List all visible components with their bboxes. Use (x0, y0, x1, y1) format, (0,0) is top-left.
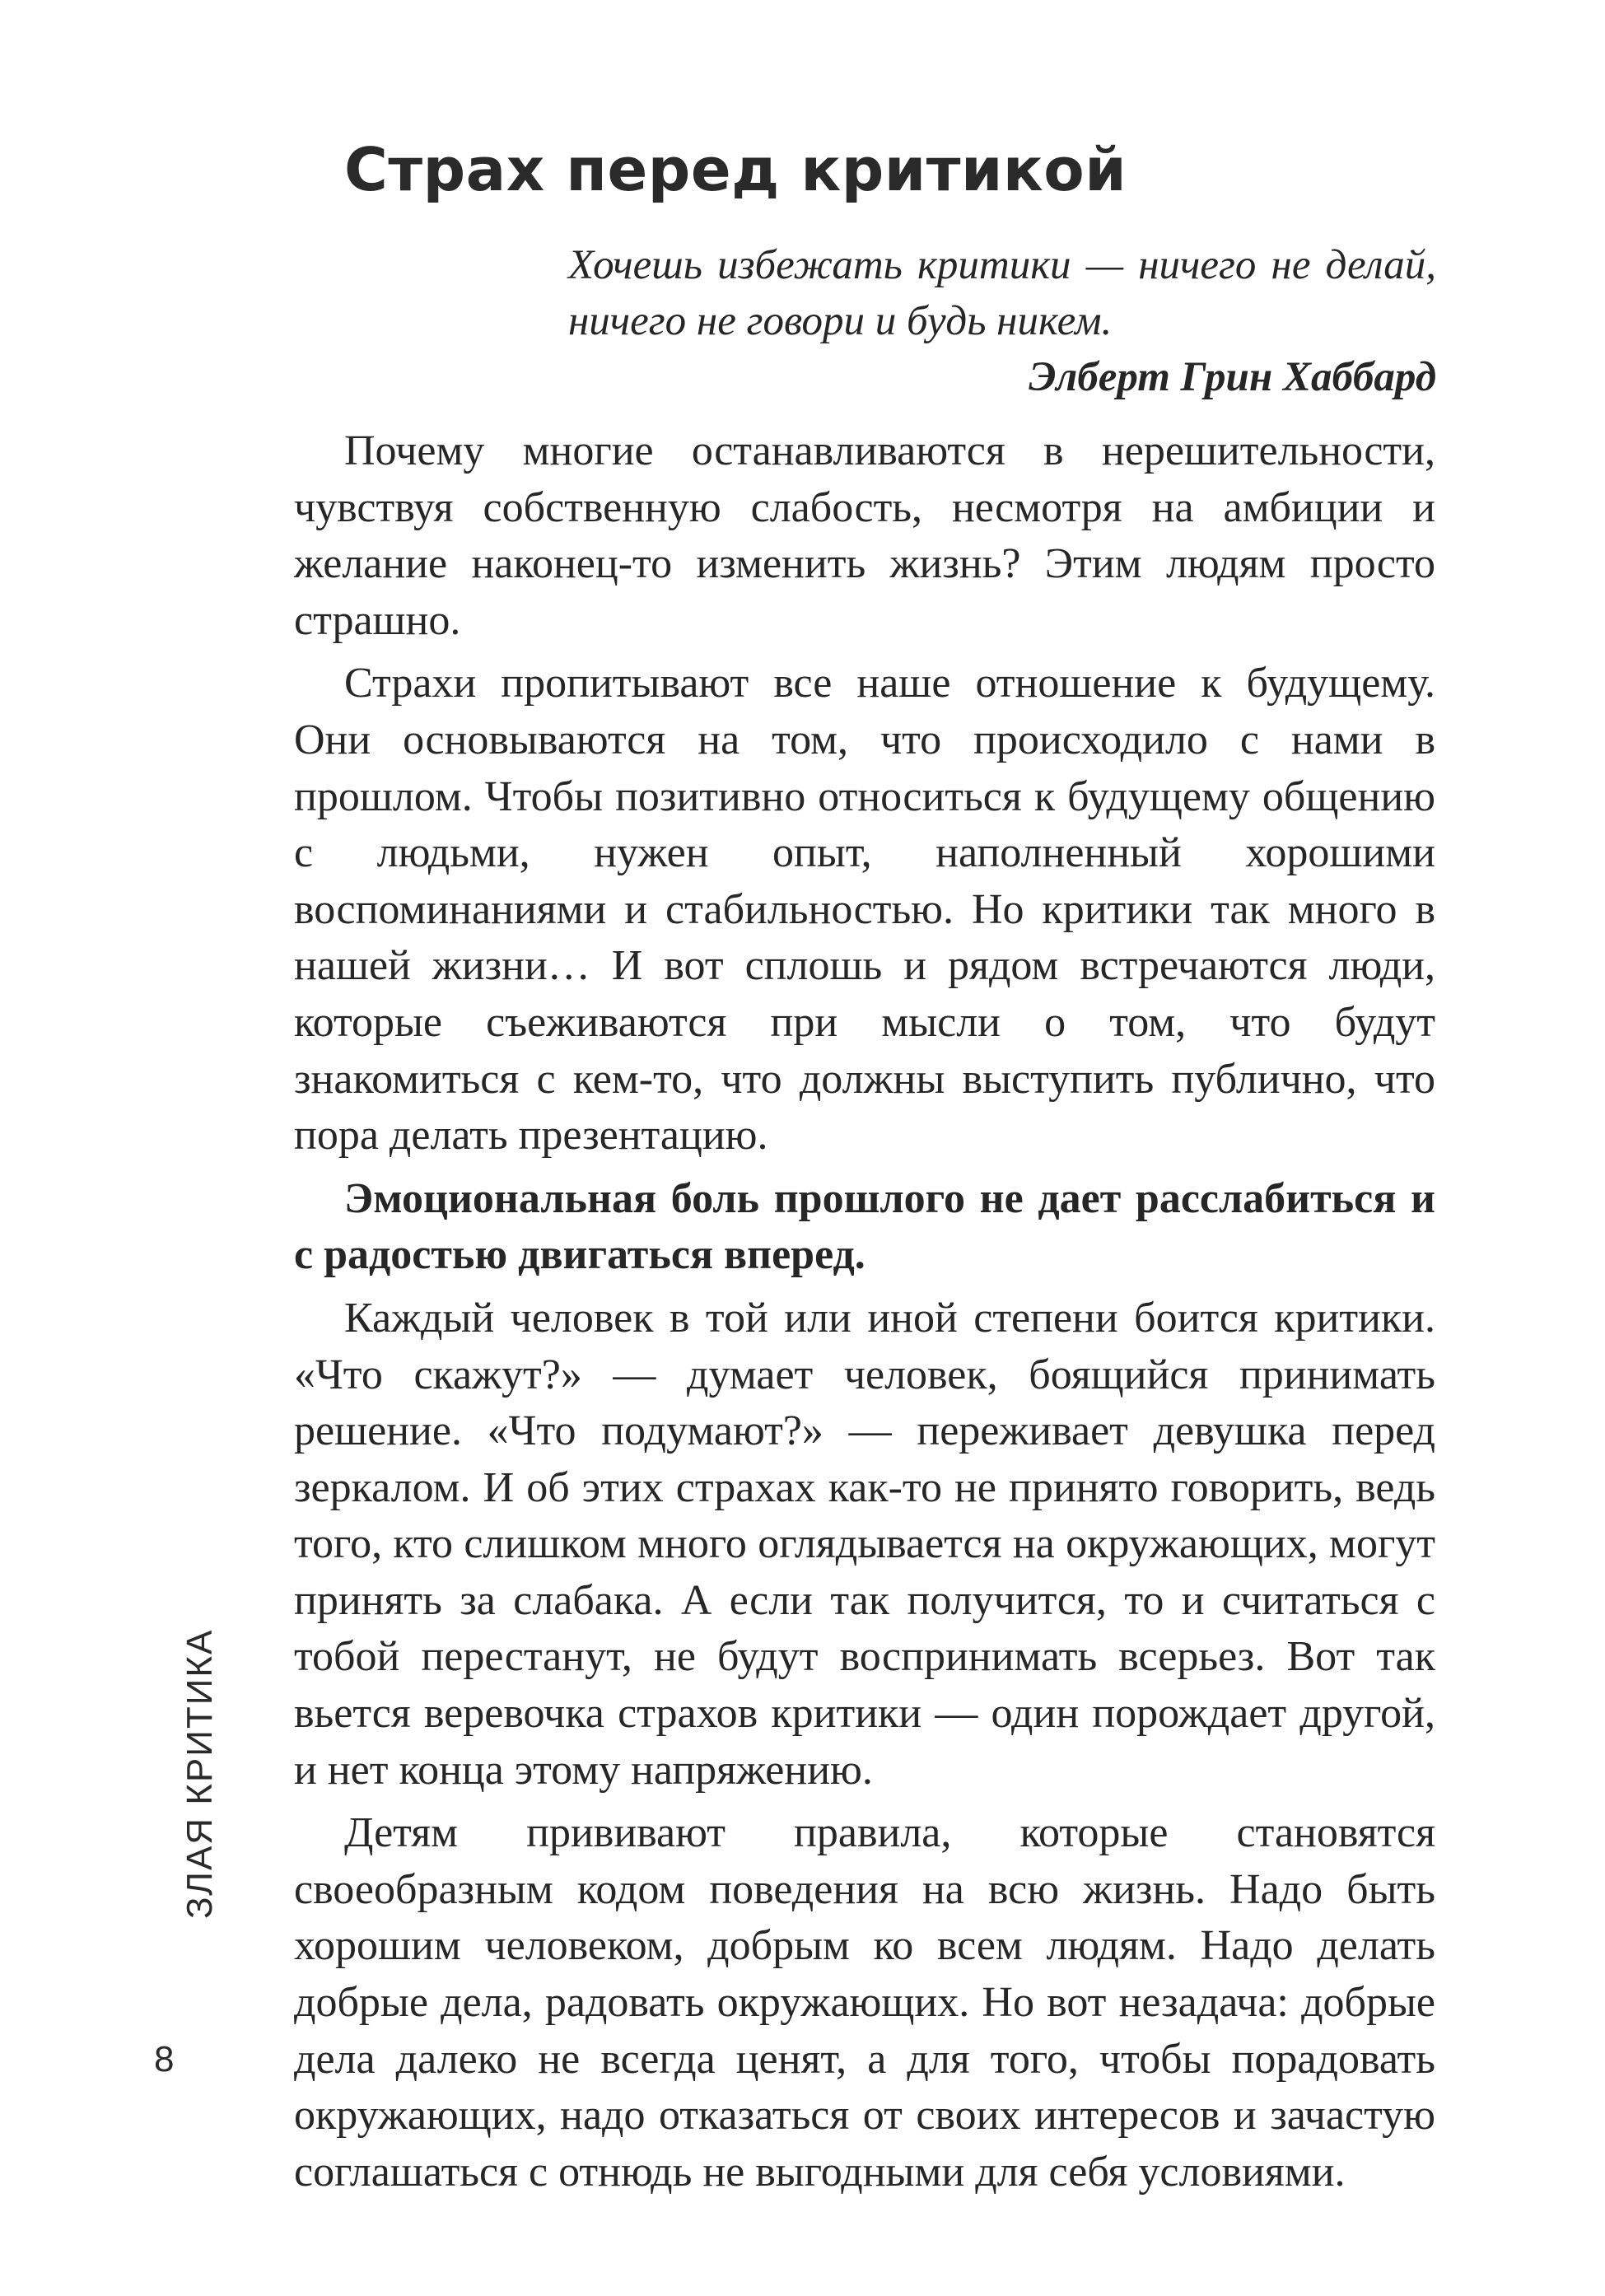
paragraph-4: Детям прививают правила, которые становятся своеобразным кодом поведения на всю жизнь. Надо быть хорошим человеком, добрым ко всем людям. Надо делать добрые дела, радовать окружающих. Но вот незадача: добрые дела далеко не всегда ценят, а для того, чтобы порадовать окружающих, надо отказаться от своих интересов и зачастую соглашаться с отнюдь не выгодными для себя условиями. (294, 1809, 1435, 2196)
paragraph-3: Каждый человек в той или иной степени боится критики. «Что скажут?» — думает человек, боящийся принимать решение. «Что подумают?» — переживает девушка перед зеркалом. И об этих страхах как-то не принято говорить, ведь того, кто слишком много оглядывается на окружающих, могут принять за слабака. А если так получится, то и считаться с тобой перестанут, не будут воспринимать всерьез. Вот так вьется веревочка страхов критики — один порождает другой, и нет конца этому напряжению. (294, 1294, 1435, 1794)
chapter-title: Страх перед критикой (344, 135, 1127, 204)
paragraph-emphasis: Эмоциональная боль прошлого не дает расслабиться и с радостью двигаться вперед. (294, 1174, 1435, 1279)
epigraph-author: Элберт Грин Хаббард (1029, 354, 1436, 400)
paragraph-1: Почему многие останавливаются в нерешительности, чувствуя собственную слабость, несмотря на амбиции и желание наконец-то изменить жизнь? Этим людям просто страшно. (294, 427, 1435, 644)
body-text (294, 423, 1435, 2207)
page-number: 8 (154, 2039, 175, 2079)
epigraph (568, 237, 1436, 405)
paragraph-2: Страхи пропитывают все наше отношение к будущему. Они основываются на том, что происходило с нами в прошлом. Чтобы позитивно относиться к будущему общению с людьми, нужен опыт, наполненный хорошими воспоминаниями и стабильностью. Но критики так много в нашей жизни… И вот сплошь и рядом встречаются люди, которые съеживаются при мысли о том, что будут знакомиться с кем-то, что должны выступить публично, что пора делать презентацию. (294, 660, 1435, 1160)
running-title: ЗЛАЯ КРИТИКА (180, 1628, 220, 1919)
epigraph-quote: Хочешь избежать критики — ничего не делай, ничего не говори и будь никем. (568, 242, 1436, 344)
